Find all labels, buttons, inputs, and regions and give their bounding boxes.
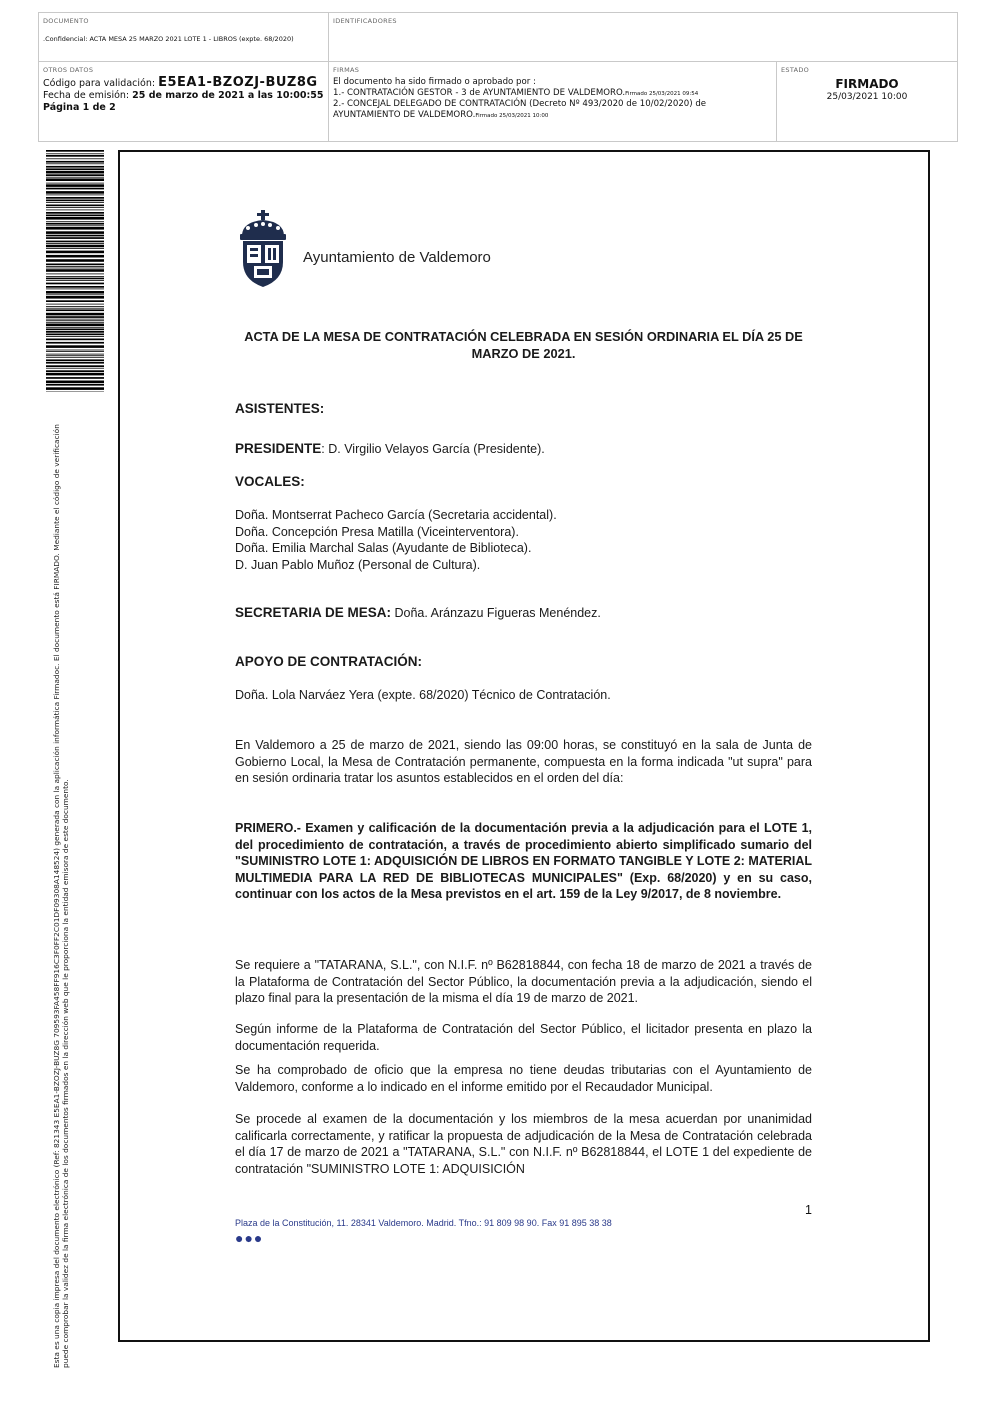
document-title: ACTA DE LA MESA DE CONTRATACIÓN CELEBRADA EN SESIÓN ORDINARIA EL DÍA 25 DE MARZO DE 2021. bbox=[244, 329, 803, 361]
firmas-intro: El documento ha sido firmado o aprobado por : bbox=[333, 77, 536, 87]
fecha-emision bbox=[43, 90, 324, 102]
firma-2-stamp: Firmado 25/03/2021 10:00 bbox=[475, 112, 549, 119]
identificadores-cell bbox=[329, 13, 957, 61]
secretaria-label: SECRETARIA DE MESA: bbox=[235, 605, 392, 620]
vocales-heading: VOCALES: bbox=[235, 474, 305, 489]
verification-line-2: puede comprobar la validez de la firma electrónica de los documentos firmados en la dirección web que le proporciona la entidad emisora de este documento. bbox=[61, 779, 70, 1368]
apoyo-heading: APOYO DE CONTRATACIÓN: bbox=[235, 654, 422, 669]
footer-dots: ●●● bbox=[235, 1230, 264, 1246]
footer-address: Plaza de la Constitución, 11. 28341 Valdemoro. Madrid. Tfno.: 91 809 98 90. Fax 91 895 38 38 bbox=[235, 1218, 612, 1228]
apoyo-value: Doña. Lola Narváez Yera (expte. 68/2020) Técnico de Contratación. bbox=[235, 688, 611, 702]
examen-paragraph: Se procede al examen de la documentación y los miembros de la mesa acuerdan por unanimidad calificarla correctamente, y ratificar la propuesta de adjudicación de la Mesa de Contratación celebrada el día 17 de marzo de 2021 a "TATARANA, S.L." con N.I.F. nº B62818844, el LOTE 1 del expediente de contratación "SUMINISTRO LOTE 1: ADQUISICIÓN bbox=[235, 1112, 812, 1176]
estado-caption: ESTADO bbox=[781, 66, 810, 74]
firma-2-text: 2.- CONCEJAL DELEGADO DE CONTRATACIÓN (Decreto Nº 493/2020 de 10/02/2020) de AYUNTAMIENTO DE VALDEMORO. bbox=[333, 99, 707, 120]
secretaria-value: Doña. Aránzazu Figueras Menéndez. bbox=[391, 606, 601, 620]
intro-paragraph: En Valdemoro a 25 de marzo de 2021, siendo las 09:00 horas, se constituyó en la sala de Junta de Gobierno Local, la Mesa de Contratación permanente, compuesta en la forma indicada "ut supra" para en sesión ordinaria tratar los asuntos establecidos en el orden del día: bbox=[235, 738, 812, 785]
firmas-cell bbox=[329, 62, 777, 141]
vocal-item: Doña. Montserrat Pacheco García (Secretaria accidental). bbox=[235, 508, 557, 522]
firma-1 bbox=[333, 88, 772, 100]
documento-cell bbox=[39, 13, 329, 61]
codigo-label: Código para validación: bbox=[43, 78, 156, 89]
fecha-value: 25 de marzo de 2021 a las 10:00:55 bbox=[132, 90, 324, 101]
presidente-line bbox=[235, 441, 812, 458]
verification-line-1: Esta es una copia impresa del documento electrónico (Ref: 821343 E5EA1-BZOZJ-BUZ8G 709593FA458FF916C3F0FF2C01DF09308A148524) generada con la aplicación informática Firmadoc. El documento está FIRMADO. Mediante el código de verificación bbox=[52, 424, 61, 1368]
vocales-list bbox=[235, 507, 812, 573]
firmas-caption: FIRMAS bbox=[333, 66, 360, 74]
pagina-value: Página 1 de 2 bbox=[43, 102, 116, 113]
estado-date: 25/03/2021 10:00 bbox=[826, 92, 908, 102]
pagina-info bbox=[43, 102, 324, 114]
documento-caption: DOCUMENTO bbox=[43, 17, 89, 25]
verification-notice bbox=[52, 388, 70, 1368]
vocal-item: D. Juan Pablo Muñoz (Personal de Cultura). bbox=[235, 557, 481, 572]
requiere-paragraph: Se requiere a "TATARANA, S.L.", con N.I.F. nº B62818844, con fecha 18 de marzo de 2021 a través de la Plataforma de Contratación del Sector Público, la documentación previa a la adjudicación, siendo el plazo final para la presentación de la misma el día 19 de marzo de 2021. bbox=[235, 958, 812, 1005]
estado-cell bbox=[777, 62, 957, 141]
primero-paragraph: PRIMERO.- Examen y calificación de la documentación previa a la adjudicación para el LOTE 1, del procedimiento de contratación, a través de procedimiento abierto simplificado sumario del "SUMINISTRO LOTE 1: ADQUISICIÓN DE LIBROS EN FORMATO TANGIBLE Y LOTE 2: MATERIAL MULTIMEDIA PARA LA RED DE BIBLIOTECAS MUNICIPALES" (Exp. 68/2020) y en su caso, continuar con los actos de la Mesa previstos en el art. 159 de la Ley 9/2017, de 8 noviembre. bbox=[235, 821, 812, 901]
coat-of-arms-icon bbox=[236, 210, 290, 288]
document-header-row-2 bbox=[38, 62, 958, 142]
firma-2 bbox=[333, 99, 772, 121]
organization-name: Ayuntamiento de Valdemoro bbox=[303, 249, 491, 266]
fecha-label: Fecha de emisión: bbox=[43, 90, 130, 101]
asistentes-heading: ASISTENTES: bbox=[235, 401, 325, 416]
document-header-row-1 bbox=[38, 12, 958, 62]
documento-value: .Confidencial: ACTA MESA 25 MARZO 2021 LOTE 1 - LIBROS (expte. 68/2020) bbox=[43, 35, 294, 43]
presidente-value: : D. Virgilio Velayos García (Presidente). bbox=[321, 442, 545, 456]
presidente-label: PRESIDENTE bbox=[235, 441, 322, 456]
vocal-item: Doña. Emilia Marchal Salas (Ayudante de Biblioteca). bbox=[235, 541, 532, 555]
identificadores-caption: IDENTIFICADORES bbox=[333, 17, 397, 25]
vocal-item: Doña. Concepción Presa Matilla (Viceinterventora). bbox=[235, 524, 519, 539]
barcode-icon bbox=[46, 150, 104, 392]
page-number: 1 bbox=[805, 1203, 812, 1217]
codigo-value: E5EA1-BZOZJ-BUZ8G bbox=[158, 75, 318, 90]
oficio-paragraph: Se ha comprobado de oficio que la empresa no tiene deudas tributarias con el Ayuntamiento de Valdemoro, conforme a lo indicado en el informe emitido por el Recaudador Municipal. bbox=[235, 1063, 812, 1094]
firma-1-text: 1.- CONTRATACIÓN GESTOR - 3 de AYUNTAMIENTO DE VALDEMORO. bbox=[333, 87, 626, 98]
codigo-validacion bbox=[43, 77, 324, 90]
otros-datos-cell bbox=[39, 62, 329, 141]
secretaria-line bbox=[235, 605, 812, 622]
estado-value: FIRMADO bbox=[835, 77, 899, 91]
firma-1-stamp: Firmado 25/03/2021 09:54 bbox=[625, 90, 699, 97]
segun-paragraph: Según informe de la Plataforma de Contratación del Sector Público, el licitador presenta en plazo la documentación requerida. bbox=[235, 1022, 812, 1053]
otros-datos-caption: OTROS DATOS bbox=[43, 66, 94, 74]
